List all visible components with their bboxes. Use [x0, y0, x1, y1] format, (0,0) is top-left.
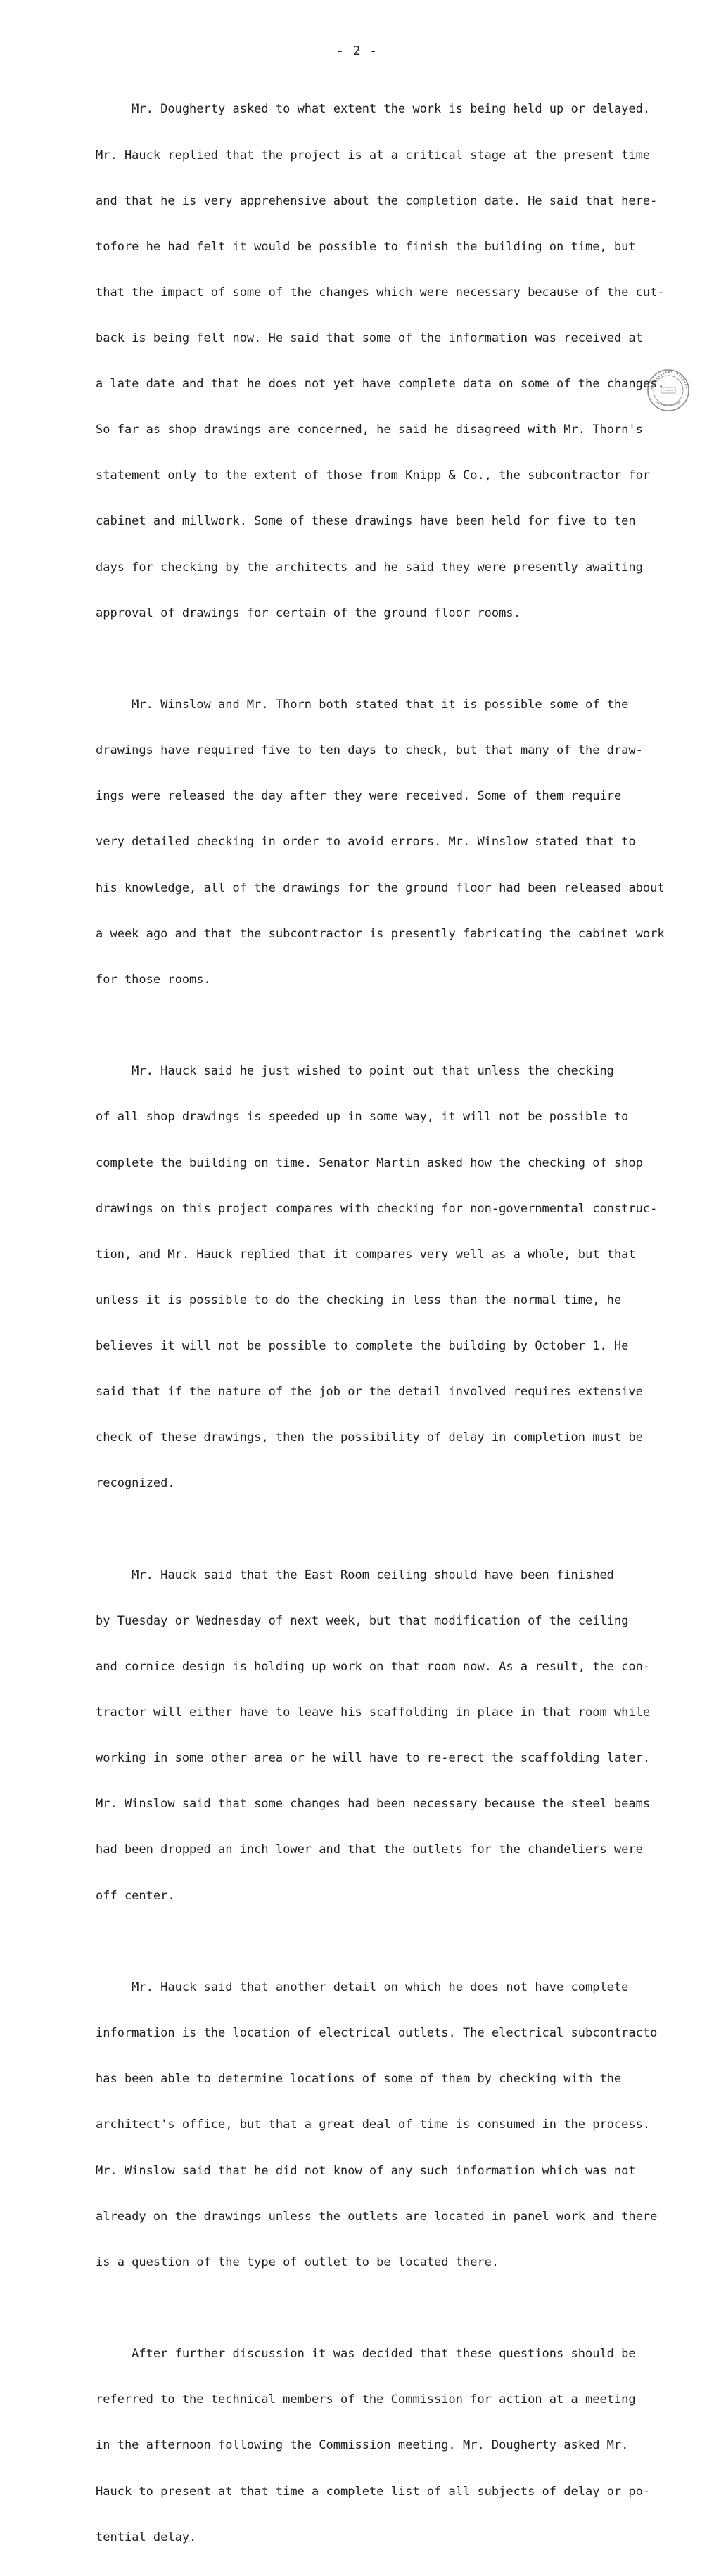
text-line: in the afternoon following the Commission meeting. Mr. Dougherty asked Mr. — [96, 2438, 629, 2453]
text-line: that the impact of some of the changes which were necessary because of the cut- — [96, 285, 665, 300]
text-line: off center. — [96, 1888, 175, 1903]
text-line: and cornice design is holding up work on that room now. As a result, the con- — [96, 1660, 651, 1674]
text-line: a late date and that he does not yet have complete data on some of the changes. — [96, 377, 665, 392]
text-line: information is the location of electrical outlets. The electrical subcontracto — [96, 2026, 658, 2041]
paragraph-6 — [96, 2317, 658, 2576]
text-line: Mr. Winslow said that he did not know of any such information which was not — [96, 2163, 636, 2178]
text-line: has been able to determine locations of some of them by checking with the — [96, 2072, 622, 2087]
text-line: After further discussion it was decided that these questions should be — [96, 2347, 636, 2362]
paragraph-4 — [96, 1537, 658, 1934]
paragraph-1 — [96, 72, 665, 652]
text-line: So far as shop drawings are concerned, he said he disagreed with Mr. Thorn's — [96, 423, 643, 437]
text-line: drawings have required five to ten days to check, but that many of the draw- — [96, 743, 643, 758]
text-line: tential delay. — [96, 2530, 197, 2544]
text-line: Mr. Hauck replied that the project is at a critical stage at the present time — [96, 148, 651, 162]
text-line: his knowledge, all of the drawings for the ground floor had been released about — [96, 880, 665, 895]
text-line: complete the building on time. Senator Martin asked how the checking of shop — [96, 1155, 643, 1170]
text-line: ings were released the day after they were received. Some of them require — [96, 789, 622, 804]
text-line: architect's office, but that a great deal of time is consumed in the process. — [96, 2117, 651, 2132]
text-line: Mr. Winslow said that some changes had been necessary because the steel beams — [96, 1797, 651, 1812]
text-line: Mr. Hauck said that the East Room ceiling should have been finished — [96, 1568, 614, 1582]
text-line: a week ago and that the subcontractor is presently fabricating the cabinet work — [96, 926, 665, 941]
text-line: referred to the technical members of the Commission for action at a meeting — [96, 2392, 636, 2407]
paragraph-3 — [96, 1034, 658, 1523]
text-line: Hauck to present at that time a complete list of all subjects of delay or po- — [96, 2484, 651, 2499]
text-line: very detailed checking in order to avoid errors. Mr. Winslow stated that to — [96, 835, 636, 850]
text-line: had been dropped an inch lower and that the outlets for the chandeliers were — [96, 1843, 643, 1857]
text-line: cabinet and millwork. Some of these drawings have been held for five to ten — [96, 514, 636, 529]
text-line: Mr. Hauck said he just wished to point out that unless the checking — [96, 1064, 614, 1079]
document-body — [96, 72, 665, 2576]
text-line: by Tuesday or Wednesday of next week, but that modification of the ceiling — [96, 1613, 629, 1628]
text-line: of all shop drawings is speeded up in some way, it will not be possible to — [96, 1110, 629, 1124]
text-line: unless it is possible to do the checking in less than the normal time, he — [96, 1293, 622, 1307]
text-line: and that he is very apprehensive about the completion date. He said that here- — [96, 193, 658, 208]
text-line: said that if the nature of the job or the detail involved requires extensive — [96, 1385, 643, 1399]
text-line: Mr. Winslow and Mr. Thorn both stated that it is possible some of the — [96, 698, 629, 712]
text-line: approval of drawings for certain of the ground floor rooms. — [96, 605, 521, 620]
page-number: - 2 - — [336, 44, 378, 58]
text-line: believes it will not be possible to complete the building by October 1. He — [96, 1338, 629, 1353]
text-line: tion, and Mr. Hauck replied that it compares very well as a whole, but that — [96, 1247, 636, 1262]
text-line: Mr. Hauck said that another detail on which he does not have complete — [96, 1980, 629, 1995]
text-line: for those rooms. — [96, 972, 211, 987]
text-line: working in some other area or he will have to re-erect the scaffolding later. — [96, 1751, 651, 1766]
text-line: check of these drawings, then the possibility of delay in completion must be — [96, 1430, 643, 1445]
text-line: tractor will either have to leave his scaffolding in place in that room while — [96, 1705, 651, 1720]
paragraph-5 — [96, 1950, 658, 2301]
text-line: recognized. — [96, 1476, 175, 1491]
paragraph-2 — [96, 667, 665, 1018]
text-line: back is being felt now. He said that some of the information was received at — [96, 331, 643, 345]
text-line: is a question of the type of outlet to be located there. — [96, 2255, 499, 2269]
text-line: already on the drawings unless the outlets are located in panel work and there — [96, 2209, 658, 2224]
text-line: statement only to the extent of those from Knipp & Co., the subcontractor for — [96, 468, 651, 483]
text-line: days for checking by the architects and he said they were presently awaiting — [96, 560, 643, 575]
text-line: drawings on this project compares with checking for non-governmental construc- — [96, 1201, 658, 1216]
text-line: Mr. Dougherty asked to what extent the work is being held up or delayed. — [96, 102, 651, 117]
text-line: tofore he had felt it would be possible to finish the building on time, but — [96, 239, 636, 254]
